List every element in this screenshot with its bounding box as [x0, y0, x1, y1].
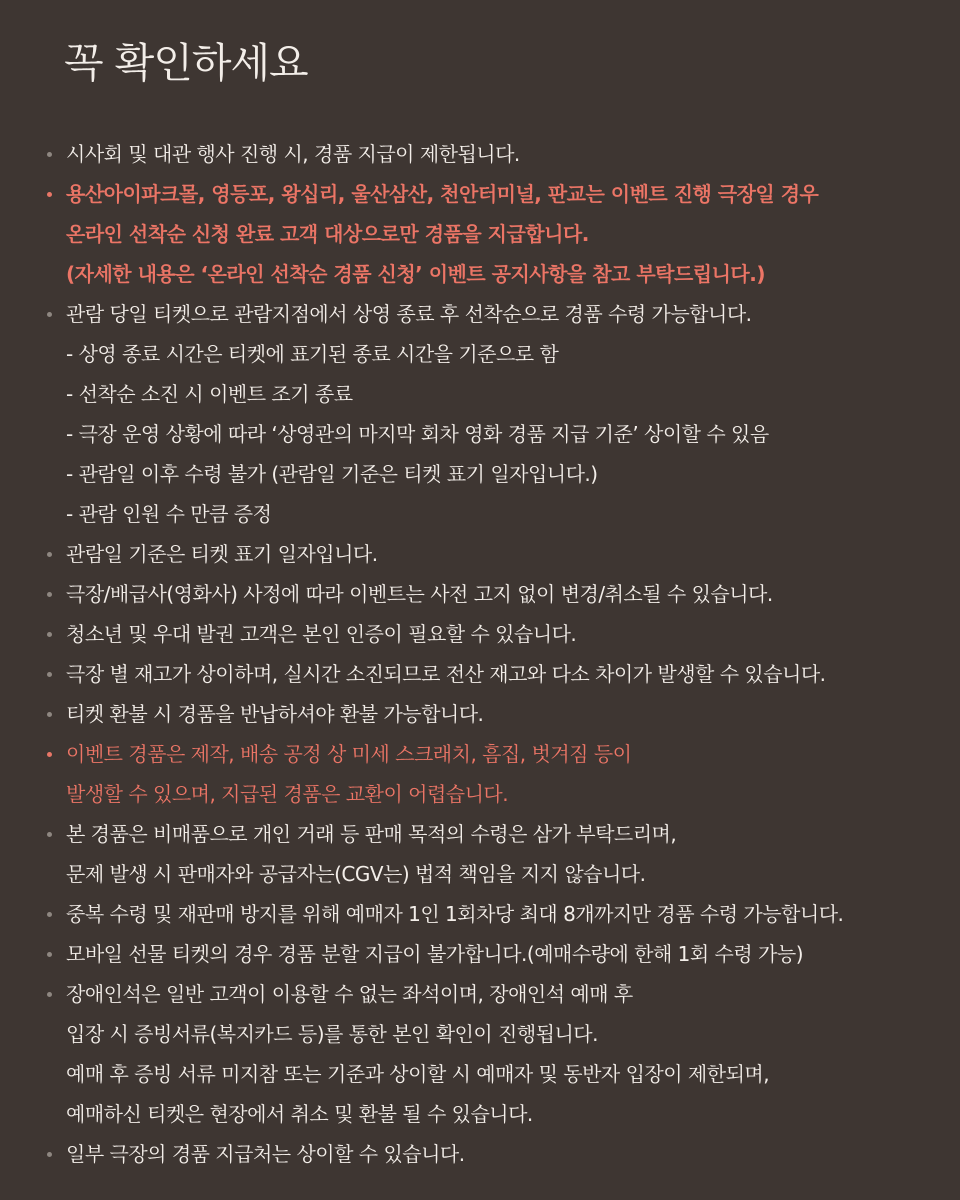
bullet-dot-icon [47, 632, 52, 637]
notice-line: 용산아이파크몰, 영등포, 왕십리, 울산삼산, 천안터미널, 판교는 이벤트 진행 극장일 경우 [66, 182, 819, 206]
notice-line: 문제 발생 시 판매자와 공급자는(CGV는) 법적 책임을 지지 않습니다. [66, 862, 646, 886]
bullet-dot-icon [47, 912, 52, 917]
bullet-dot-icon [47, 672, 52, 677]
notice-line: 극장/배급사(영화사) 사정에 따라 이벤트는 사전 고지 없이 변경/취소될 수 있습니다. [66, 582, 773, 606]
notice-line: 티켓 환불 시 경품을 반납하셔야 환불 가능합니다. [66, 702, 484, 726]
notice-line: 모바일 선물 티켓의 경우 경품 분할 지급이 불가합니다.(예매수량에 한해 1회 수령 가능) [66, 942, 803, 966]
notice-line: 관람일 기준은 티켓 표기 일자입니다. [66, 542, 378, 566]
notice-line: 관람 당일 티켓으로 관람지점에서 상영 종료 후 선착순으로 경품 수령 가능합니다. [66, 302, 752, 326]
notice-line: 입장 시 증빙서류(복지카드 등)를 통한 본인 확인이 진행됩니다. [66, 1022, 598, 1046]
bullet-dot-icon [47, 712, 52, 717]
bullet-dot-icon [47, 832, 52, 837]
notice-item-highlight [52, 174, 920, 294]
notice-item [52, 934, 920, 974]
notice-line: - 관람 인원 수 만큼 증정 [66, 502, 272, 526]
notice-item [52, 694, 920, 734]
notice-line: - 관람일 이후 수령 불가 (관람일 기준은 티켓 표기 일자입니다.) [66, 462, 598, 486]
notice-line: 극장 별 재고가 상이하며, 실시간 소진되므로 전산 재고와 다소 차이가 발생할 수 있습니다. [66, 662, 826, 686]
bullet-dot-icon [47, 592, 52, 597]
notice-list [52, 134, 920, 1174]
bullet-dot-icon [47, 752, 52, 757]
notice-line: 시사회 및 대관 행사 진행 시, 경품 지급이 제한됩니다. [66, 142, 520, 166]
notice-item [52, 294, 920, 534]
bullet-dot-icon [47, 152, 52, 157]
bullet-dot-icon [47, 992, 52, 997]
notice-item [52, 574, 920, 614]
notice-item [52, 1134, 920, 1174]
notice-line: (자세한 내용은 ‘온라인 선착순 경품 신청’ 이벤트 공지사항을 참고 부탁드립니다.) [66, 262, 765, 286]
bullet-dot-icon [47, 192, 52, 197]
notice-line: 중복 수령 및 재판매 방지를 위해 예매자 1인 1회차당 최대 8개까지만 경품 수령 가능합니다. [66, 902, 844, 926]
notice-line: 장애인석은 일반 고객이 이용할 수 없는 좌석이며, 장애인석 예매 후 [66, 982, 633, 1006]
notice-item-highlight [52, 734, 920, 814]
bullet-dot-icon [47, 952, 52, 957]
notice-item [52, 894, 920, 934]
notice-item [52, 654, 920, 694]
notice-line: - 선착순 소진 시 이벤트 조기 종료 [66, 382, 353, 406]
bullet-dot-icon [47, 312, 52, 317]
notice-line: - 상영 종료 시간은 티켓에 표기된 종료 시간을 기준으로 함 [66, 342, 559, 366]
notice-item [52, 614, 920, 654]
notice-item [52, 134, 920, 174]
notice-line: 본 경품은 비매품으로 개인 거래 등 판매 목적의 수령은 삼가 부탁드리며, [66, 822, 677, 846]
notice-line: - 극장 운영 상황에 따라 ‘상영관의 마지막 회차 영화 경품 지급 기준’ 상이할 수 있음 [66, 422, 769, 446]
page-title: 꼭 확인하세요 [64, 39, 308, 87]
notice-line: 청소년 및 우대 발권 고객은 본인 인증이 필요할 수 있습니다. [66, 622, 577, 646]
notice-item [52, 534, 920, 574]
notice-line: 이벤트 경품은 제작, 배송 공정 상 미세 스크래치, 흠집, 벗겨짐 등이 [66, 742, 632, 766]
notice-item [52, 814, 920, 894]
notice-line: 일부 극장의 경품 지급처는 상이할 수 있습니다. [66, 1142, 465, 1166]
notice-line: 온라인 선착순 신청 완료 고객 대상으로만 경품을 지급합니다. [66, 222, 589, 246]
notice-line: 발생할 수 있으며, 지급된 경품은 교환이 어렵습니다. [66, 782, 509, 806]
notice-line: 예매하신 티켓은 현장에서 취소 및 환불 될 수 있습니다. [66, 1102, 533, 1126]
bullet-dot-icon [47, 552, 52, 557]
bullet-dot-icon [47, 1152, 52, 1157]
notice-line: 예매 후 증빙 서류 미지참 또는 기준과 상이할 시 예매자 및 동반자 입장이 제한되며, [66, 1062, 770, 1086]
notice-item [52, 974, 920, 1134]
